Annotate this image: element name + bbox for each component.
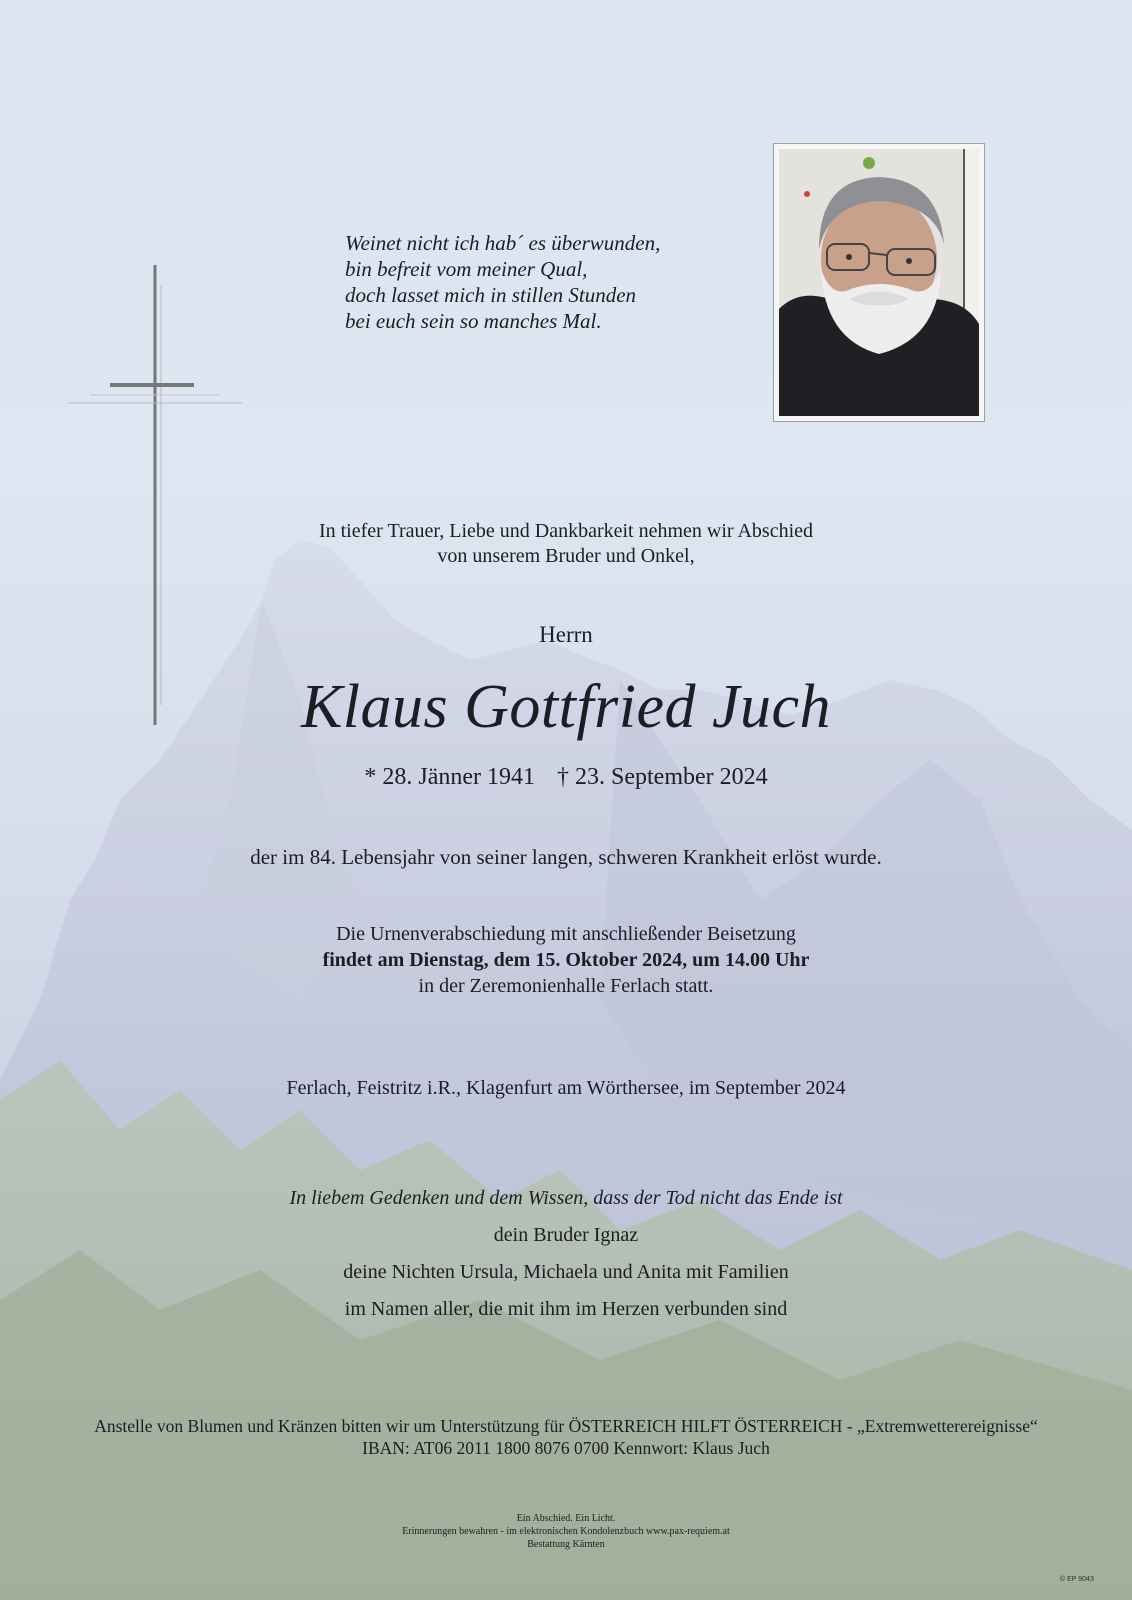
- place-and-date: Ferlach, Feistritz i.R., Klagenfurt am Wörthersee, im September 2024: [286, 1077, 846, 1099]
- cross-symbol: [60, 255, 250, 735]
- donation-request: [0, 1415, 1132, 1459]
- mourner-line: deine Nichten Ursula, Michaela und Anita mit Familien: [343, 1261, 789, 1283]
- deceased-name: Klaus Gottfried Juch: [300, 673, 832, 741]
- intro-line: von unserem Bruder und Onkel,: [437, 545, 695, 567]
- donation-iban: IBAN: AT06 2011 1800 8076 0700 Kennwort: Klaus Juch: [362, 1438, 770, 1458]
- service-line: in der Zeremonienhalle Ferlach statt.: [418, 975, 714, 997]
- portrait-image: [779, 149, 979, 416]
- life-dates: [0, 764, 1132, 791]
- mourner-line: im Namen aller, die mit ihm im Herzen verbunden sind: [344, 1298, 788, 1320]
- footer-line: Bestattung Kärnten: [527, 1539, 605, 1550]
- poem-line: Weinet nicht ich hab´ es überwunden,: [345, 231, 661, 255]
- poem-line: doch lasset mich in stillen Stunden: [345, 283, 637, 307]
- footer-line: Ein Abschied. Ein Licht.: [516, 1513, 616, 1524]
- poem-line: bin befreit vom meiner Qual,: [345, 257, 588, 281]
- mourners-intro: In liebem Gedenken und dem Wissen, dass der Tod nicht das Ende ist: [289, 1187, 843, 1209]
- footer-line: Erinnerungen bewahren - im elektronischen Kondolenzbuch www.pax-requiem.at: [402, 1526, 730, 1537]
- mourner-line: dein Bruder Ignaz: [493, 1224, 639, 1246]
- salutation: Herrn: [539, 622, 593, 647]
- service-date-line: findet am Dienstag, dem 15. Oktober 2024, um 14.00 Uhr: [322, 949, 810, 971]
- intro-text: [0, 519, 1132, 569]
- service-line: Die Urnenverabschiedung mit anschließender Beisetzung: [336, 923, 796, 945]
- footer: [0, 1512, 1132, 1551]
- portrait-photo: [773, 143, 985, 422]
- death-note: der im 84. Lebensjahr von seiner langen, schweren Krankheit erlöst wurde.: [250, 845, 882, 869]
- poem: [345, 230, 660, 334]
- intro-line: In tiefer Trauer, Liebe und Dankbarkeit nehmen wir Abschied: [318, 520, 814, 542]
- funeral-service-info: [0, 921, 1132, 999]
- donation-line: Anstelle von Blumen und Kränzen bitten wir um Unterstützung für ÖSTERREICH HILFT ÖSTERREICH - „Extremwetterereignisse“: [94, 1416, 1038, 1436]
- death-date: † 23. September 2024: [557, 764, 768, 790]
- birth-date: * 28. Jänner 1941: [364, 764, 535, 790]
- mourners: [0, 1180, 1132, 1328]
- template-code: © EP 9043: [1060, 1576, 1094, 1583]
- poem-line: bei euch sein so manches Mal.: [345, 309, 602, 333]
